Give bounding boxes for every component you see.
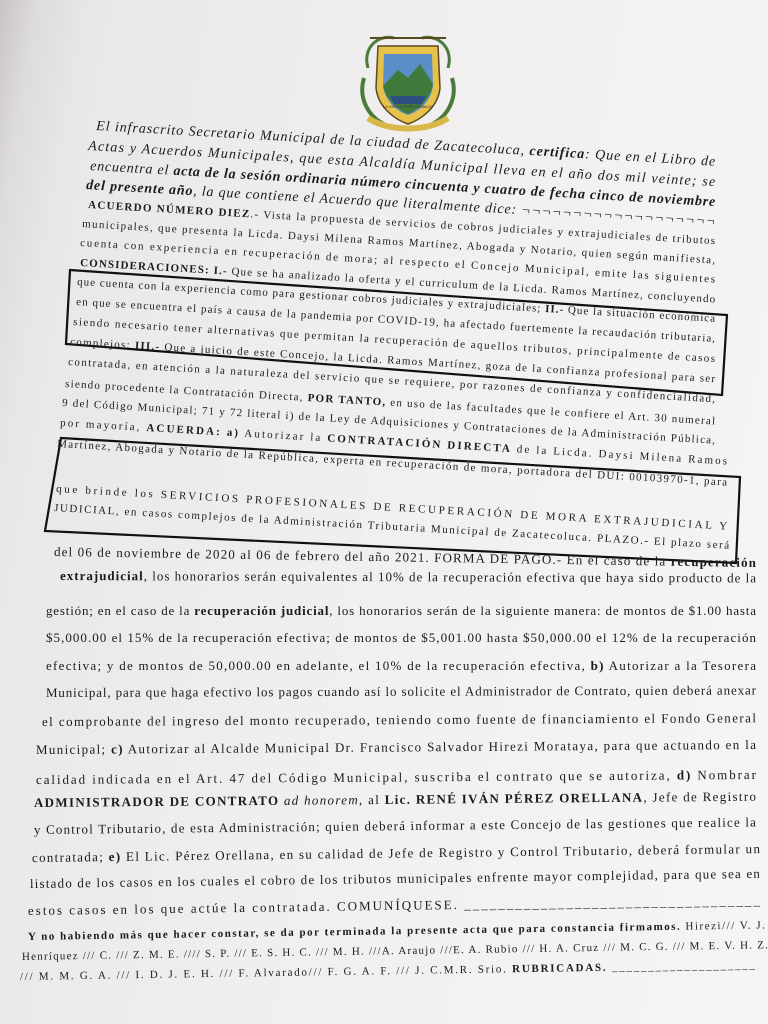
text-line bbox=[28, 919, 765, 943]
text-span: por mayoría, bbox=[59, 417, 145, 434]
text-span: Actas y Acuerdos Municipales, que esta Alcaldía Municipal lleva en el año dos mil veinte; se bbox=[87, 139, 716, 191]
text-span: JUDICIAL, en casos complejos de la Administración Tributaria Municipal de Zacatecoluca. PLAZO.- El plazo será bbox=[53, 502, 730, 552]
text-span: municipales, que presenta la Licda. Daysi Milena Ramos Martínez, Abogada y Notario, quien según manifiesta, bbox=[81, 218, 716, 267]
text-span: El Lic. Pérez Orellana, en su calidad de Jefe de Registro y Control Tributario, deberá formular un bbox=[121, 841, 760, 864]
text-span: , los honorarios serán de la siguiente manera: de montos de $1.00 hasta bbox=[329, 603, 757, 618]
text-span: listado de los casos en los cuales el cobro de los tributos municipales enfrente mayor complejidad, para que sea en bbox=[29, 865, 760, 891]
text-span: en que se encuentra el país a causa de la pandemia por COVID-19, ha afectado fuertemente la recaudación tributaria, bbox=[75, 296, 716, 345]
text-span: Lic. RENÉ IVÁN PÉREZ ORELLANA bbox=[384, 789, 643, 807]
text-span: acta de la sesión ordinaria número cincuenta y cuatro de fecha cinco de noviembre bbox=[172, 163, 716, 211]
text-span: cuenta con experiencia en recuperación de mora; al respecto el Concejo Municipal, emite las siguientes bbox=[79, 237, 716, 286]
text-span: extrajudicial bbox=[59, 568, 143, 584]
text-span: y Control Tributario, de esta Administración; quien deberá informar a este Concejo de las gestiones que realice la bbox=[33, 814, 756, 837]
text-span: , los honorarios serán equivalentes al 10% de la recuperación efectiva que haya sido producto de la bbox=[143, 568, 757, 586]
text-span bbox=[279, 793, 282, 808]
text-span: Martínez, Abogada y Notario de la República, experta en recuperación de mora, portadora del DUI: 00103970-1, para bbox=[56, 438, 728, 489]
closing-signatures bbox=[20, 919, 768, 983]
text-span: b) bbox=[590, 658, 604, 673]
text-span: II.- bbox=[544, 302, 564, 317]
text-span: CONSIDERACIONES: I.- bbox=[79, 257, 227, 278]
text-line bbox=[36, 737, 756, 757]
text-line bbox=[46, 683, 757, 700]
text-line bbox=[46, 658, 756, 673]
text-span: c) bbox=[111, 741, 123, 757]
text-span: en uso de las facultades que le confiere el Art. 30 numeral bbox=[386, 396, 716, 428]
text-span: RUBRICADAS. bbox=[511, 961, 606, 976]
text-span: Y no habiendo más que hacer constar, se da por terminada la presente acta que para constancia firmamos. bbox=[27, 920, 680, 943]
text-span: Autorizar al Alcalde Municipal Dr. Francisco Salvador Hirezi Morataya, para que actuando en la bbox=[123, 736, 757, 757]
text-span: Municipal; bbox=[35, 741, 110, 757]
text-span: $5,000.00 el 15% de la recuperación efectiva; de montos de $5,001.00 hasta $50,000.00 el 12% de la recuperación bbox=[46, 630, 756, 645]
text-span: CONTRATACIÓN DIRECTA bbox=[326, 432, 511, 455]
agreement-body bbox=[54, 199, 730, 552]
text-span: El infrascrito Secretario Municipal de la ciudad de Zacatecoluca, bbox=[95, 119, 529, 159]
text-span: siendo procedente la Contratación Directa, bbox=[64, 378, 307, 404]
text-span: , la que contiene el Acuerdo que literalmente dice: ¬¬¬¬¬¬¬¬¬¬¬¬¬¬¬¬¬¬¬ bbox=[192, 184, 716, 230]
text-line bbox=[36, 767, 757, 787]
text-span: del presente año bbox=[85, 178, 193, 200]
text-span: Autorizar la bbox=[239, 427, 326, 445]
text-span: el comprobante del ingreso del monto recuperado, teniendo como fuente de financiamiento el Fondo General bbox=[41, 710, 757, 729]
text-span: , Jefe de Registro bbox=[643, 788, 756, 805]
agreement-terms bbox=[28, 544, 761, 918]
text-span: recuperación bbox=[670, 553, 757, 571]
text-span: Hirezi/// V. J. bbox=[681, 919, 765, 933]
text-span: ad honorem bbox=[283, 792, 358, 808]
text-line bbox=[32, 841, 761, 865]
text-span: Henríquez /// C. /// Z. M. E. //// S. P. /// E. S. H. C. /// M. H. ///A. Araujo ///E. A. Rubio /// H. A. Cruz /// M. C. G. /// M. E. V. H. Z. bbox=[21, 939, 768, 963]
text-span: certifica bbox=[528, 143, 585, 163]
text-span: contratada; bbox=[31, 849, 108, 865]
text-span: ____________________ bbox=[607, 959, 755, 974]
text-span: encuentra el bbox=[89, 159, 174, 179]
text-span: ACUERDA: a) bbox=[146, 421, 239, 440]
text-span: POR TANTO, bbox=[307, 391, 386, 409]
text-line bbox=[20, 959, 756, 983]
text-span: complejos; bbox=[69, 336, 135, 352]
text-span: del 06 de noviembre de 2020 al 06 de febrero del año 2021. FORMA DE PAGO.- En el caso de la bbox=[53, 544, 670, 569]
seal-motto: LA VIRTUD POR TRABAJO bbox=[383, 104, 433, 109]
text-span: siendo necesario tener alternativas que permitan la recuperación de aquellos tributos, principalmente de casos bbox=[72, 316, 716, 366]
text-line bbox=[22, 939, 768, 963]
municipal-seal-icon bbox=[362, 37, 453, 128]
text-span: : Que en el Libro de bbox=[584, 147, 716, 170]
text-span: e) bbox=[108, 848, 121, 865]
text-span: contratada, en atención a la naturaleza del servicio que se requiere, por razones de confianza y confidencialidad, bbox=[67, 356, 716, 406]
text-span: gestión; en el caso de la bbox=[46, 603, 194, 618]
text-span: ACUERDO NÚMERO DIEZ bbox=[87, 199, 250, 221]
text-line bbox=[46, 603, 756, 618]
text-span: estos casos en los que actúe la contratada. COMUNÍQUESE. ___________________________________ bbox=[27, 892, 760, 918]
text-span: que brinde los SERVICIOS PROFESIONALES DE RECUPERACIÓN DE MORA EXTRAJUDICIAL Y bbox=[55, 483, 728, 533]
text-line bbox=[60, 568, 756, 585]
text-span: 9 del Código Municipal; 71 y 72 literal i) de la Ley de Adquisiciones y Contrataciones de la Administración Pública, bbox=[61, 397, 716, 447]
text-span: Que se ha analizado la oferta y el curriculum de la Licda. Ramos Martínez, concluyendo bbox=[227, 265, 716, 306]
text-line bbox=[30, 866, 761, 891]
text-line bbox=[34, 789, 756, 810]
text-span: Que a juicio de este Concejo, la Licda. Ramos Martínez, goza de la confianza profesional para ser bbox=[160, 341, 716, 386]
text-span: /// M. M. G. A. /// I. D. J. E. H. /// F. Alvarado/// F. G. A. F. /// J. C.M.R. Srio. bbox=[19, 963, 511, 983]
text-span: Autorizar a la Tesorera bbox=[604, 658, 757, 673]
text-span: de la Licda. Daysi Milena Ramos bbox=[511, 443, 728, 468]
text-span: recuperación judicial bbox=[194, 603, 329, 618]
text-span: III.- bbox=[134, 339, 160, 354]
text-line bbox=[34, 814, 756, 837]
text-span: Municipal, para que haga efectivo los pagos cuando así lo solicite el Administrador de Contrato, quien deberá anexar bbox=[45, 682, 757, 700]
text-span: efectiva; y de montos de 50,000.00 en adelante, el 10% de la recuperación efectiva, bbox=[46, 658, 590, 673]
text-span: .- Vista la propuesta de servicios de cobros judiciales y extrajudiciales de tributos bbox=[250, 208, 716, 248]
text-span: calidad indicada en el Art. 47 del Código Municipal, suscriba el contrato que se autoriza, bbox=[35, 767, 675, 787]
text-span: Nombrar bbox=[692, 766, 757, 783]
text-span: Que la situación económica bbox=[563, 304, 716, 325]
text-span: ADMINISTRADOR DE CONTRATO bbox=[33, 792, 279, 810]
text-line bbox=[42, 710, 756, 729]
text-span: d) bbox=[676, 767, 691, 783]
text-span: que cuenta con la experiencia como para gestionar cobros judiciales y extrajudiciales; bbox=[76, 276, 545, 315]
text-line bbox=[28, 893, 761, 918]
text-line bbox=[46, 630, 756, 645]
text-span: , al bbox=[358, 791, 384, 808]
